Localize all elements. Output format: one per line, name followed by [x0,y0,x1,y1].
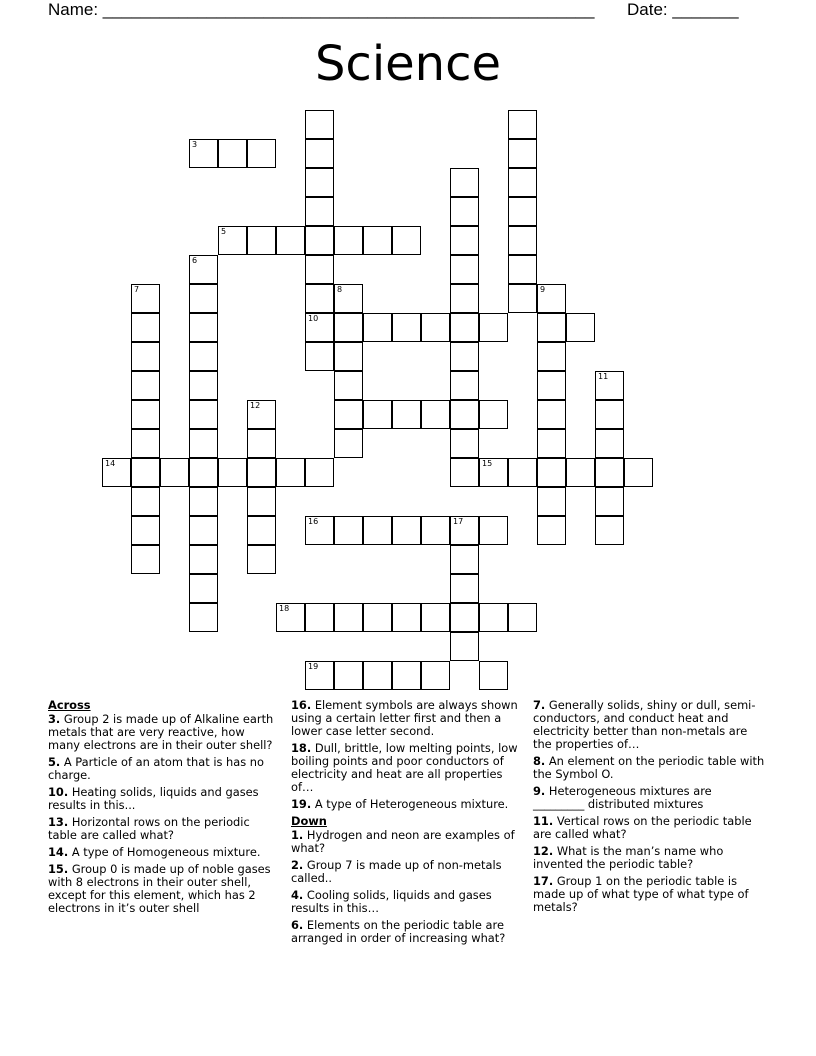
clue-down-8: 8. An element on the periodic table with the Symbol O. [533,754,765,781]
clue-number: 16 [308,517,319,526]
crossword-cell[interactable] [334,603,363,632]
crossword-cell[interactable] [247,516,276,545]
clue-across-15: 15. Group 0 is made up of noble gases with 8 electrons in their outer shell, except for this element, which has 2 electrons in it’s outer shell [48,862,271,915]
clue-across-18: 18. Dull, brittle, low melting points, low boiling points and poor conductors of electricity and heat are all properties of… [291,741,518,794]
crossword-cell[interactable] [334,313,363,342]
crossword-cell[interactable] [305,516,334,545]
clue-number: 5 [221,227,227,236]
crossword-cell[interactable] [450,226,479,255]
down-heading: Down [291,814,327,828]
crossword-cell[interactable] [537,284,566,313]
clue-down-2: 2. Group 7 is made up of non-metals called.. [291,858,502,885]
crossword-cell[interactable] [131,342,160,371]
clue-across-14: 14. A type of Homogeneous mixture. [48,845,261,859]
crossword-cell[interactable] [363,603,392,632]
clue-across-13: 13. Horizontal rows on the periodic table are called what? [48,815,250,842]
crossword-cell[interactable] [450,545,479,574]
crossword-cell[interactable] [276,458,305,487]
crossword-cell[interactable] [537,429,566,458]
crossword-cell[interactable] [247,400,276,429]
crossword-cell[interactable] [450,371,479,400]
crossword-cell[interactable] [450,168,479,197]
crossword-cell[interactable] [247,139,276,168]
crossword-cell[interactable] [305,168,334,197]
crossword-cell[interactable] [189,487,218,516]
clue-across-19: 19. A type of Heterogeneous mixture. [291,797,509,811]
crossword-cell[interactable] [131,400,160,429]
crossword-cell[interactable] [450,255,479,284]
crossword-cell[interactable] [479,516,508,545]
crossword-cell[interactable] [189,371,218,400]
crossword-cell[interactable] [131,429,160,458]
crossword-cell[interactable] [537,487,566,516]
crossword-cell[interactable] [334,342,363,371]
crossword-cell[interactable] [479,603,508,632]
crossword-cell[interactable] [131,516,160,545]
crossword-cell[interactable] [479,400,508,429]
crossword-cell[interactable] [218,226,247,255]
crossword-cell[interactable] [131,458,160,487]
crossword-cell[interactable] [363,661,392,690]
crossword-cell[interactable] [450,342,479,371]
crossword-cell[interactable] [305,458,334,487]
crossword-cell[interactable] [363,226,392,255]
crossword-cell[interactable] [102,458,131,487]
crossword-cell[interactable] [131,487,160,516]
clue-number: 10 [308,314,319,323]
crossword-cell[interactable] [247,487,276,516]
clue-number: 11 [598,372,609,381]
crossword-cell[interactable] [189,574,218,603]
crossword-cell[interactable] [305,603,334,632]
crossword-cell[interactable] [392,603,421,632]
crossword-cell[interactable] [595,516,624,545]
crossword-cell[interactable] [334,284,363,313]
clue-number: 8 [337,285,343,294]
crossword-cell[interactable] [334,371,363,400]
crossword-cell[interactable] [450,603,479,632]
date-line[interactable]: _______ [672,0,739,19]
crossword-cell[interactable] [189,545,218,574]
crossword-cell[interactable] [247,458,276,487]
crossword-cell[interactable] [566,458,595,487]
crossword-cell[interactable] [450,429,479,458]
crossword-cell[interactable] [508,603,537,632]
crossword-cell[interactable] [508,284,537,313]
crossword-cell[interactable] [305,110,334,139]
crossword-cell[interactable] [508,139,537,168]
crossword-cell[interactable] [305,342,334,371]
crossword-cell[interactable] [450,632,479,661]
crossword-cell[interactable] [479,313,508,342]
crossword-cell[interactable] [247,226,276,255]
name-line[interactable]: ____________________________________________________ [102,0,595,19]
crossword-cell[interactable] [479,661,508,690]
crossword-cell[interactable] [595,487,624,516]
crossword-cell[interactable] [392,516,421,545]
crossword-cell[interactable] [450,197,479,226]
crossword-cell[interactable] [595,458,624,487]
crossword-cell[interactable] [595,429,624,458]
clue-down-9: 9. Heterogeneous mixtures are _________ distributed mixtures [533,784,712,811]
crossword-cell[interactable] [305,313,334,342]
crossword-cell[interactable] [450,313,479,342]
crossword-cell[interactable] [189,458,218,487]
crossword-cell[interactable] [450,574,479,603]
crossword-cell[interactable] [189,400,218,429]
crossword-cell[interactable] [421,661,450,690]
crossword-cell[interactable] [305,255,334,284]
crossword-cell[interactable] [537,516,566,545]
crossword-cell[interactable] [305,226,334,255]
across-heading: Across [48,698,91,712]
clue-across-5: 5. A Particle of an atom that is has no charge. [48,755,264,782]
crossword-cell[interactable] [566,313,595,342]
crossword-cell[interactable] [305,139,334,168]
crossword-cell[interactable] [595,371,624,400]
clue-number: 18 [279,604,290,613]
crossword-cell[interactable] [189,603,218,632]
clue-across-3: 3. Group 2 is made up of Alkaline earth metals that are very reactive, how many electrons are in their outer shell? [48,712,274,752]
clues-column-2 [291,699,523,949]
crossword-cell[interactable] [305,284,334,313]
crossword-cell[interactable] [537,400,566,429]
crossword-cell[interactable] [479,458,508,487]
crossword-cell[interactable] [450,284,479,313]
clue-down-4: 4. Cooling solids, liquids and gases results in this… [291,888,492,915]
crossword-cell[interactable] [189,429,218,458]
clue-down-7: 7. Generally solids, shiny or dull, semi-conductors, and conduct heat and electricity better than non-metals are the properties of… [533,698,756,751]
date-label: Date: [627,0,673,19]
clue-down-1: 1. Hydrogen and neon are examples of what? [291,828,515,855]
crossword-cell[interactable] [131,371,160,400]
crossword-cell[interactable] [189,255,218,284]
crossword-cell[interactable] [247,429,276,458]
crossword-cell[interactable] [537,458,566,487]
crossword-cell[interactable] [189,313,218,342]
crossword-cell[interactable] [450,400,479,429]
crossword-cell[interactable] [508,168,537,197]
crossword-cell[interactable] [131,545,160,574]
crossword-cell[interactable] [537,313,566,342]
clue-across-16: 16. Element symbols are always shown using a certain letter first and then a lower case letter second. [291,698,518,738]
crossword-cell[interactable] [624,458,653,487]
clue-across-10: 10. Heating solids, liquids and gases results in this... [48,785,259,812]
clue-number: 7 [134,285,140,294]
crossword-cell[interactable] [131,313,160,342]
crossword-cell[interactable] [334,516,363,545]
crossword-cell[interactable] [392,400,421,429]
crossword-cell[interactable] [189,139,218,168]
crossword-cell[interactable] [305,661,334,690]
crossword-cell[interactable] [334,661,363,690]
crossword-cell[interactable] [421,400,450,429]
crossword-cell[interactable] [421,603,450,632]
crossword-cell[interactable] [508,255,537,284]
clue-number: 6 [192,256,198,265]
crossword-cell[interactable] [363,516,392,545]
clue-number: 19 [308,662,319,671]
clue-down-6: 6. Elements on the periodic table are arranged in order of increasing what? [291,918,506,945]
crossword-cell[interactable] [537,342,566,371]
crossword-cell[interactable] [189,284,218,313]
crossword-cell[interactable] [450,458,479,487]
crossword-cell[interactable] [189,516,218,545]
page-title: Science [314,36,502,92]
crossword-cell[interactable] [595,400,624,429]
crossword-cell[interactable] [421,313,450,342]
crossword-cell[interactable] [305,197,334,226]
crossword-cell[interactable] [392,226,421,255]
crossword-cell[interactable] [508,110,537,139]
name-label: Name: [48,0,103,19]
clue-number: 17 [453,517,464,526]
crossword-cell[interactable] [508,226,537,255]
crossword-cell[interactable] [363,400,392,429]
crossword-cell[interactable] [392,661,421,690]
crossword-cell[interactable] [508,197,537,226]
clues-column-3 [533,699,765,918]
crossword-cell[interactable] [392,313,421,342]
clue-number: 9 [540,285,546,294]
crossword-cell[interactable] [334,429,363,458]
crossword-cell[interactable] [218,458,247,487]
clue-number: 3 [192,140,198,149]
crossword-cell[interactable] [218,139,247,168]
crossword-cell[interactable] [363,313,392,342]
clue-down-11: 11. Vertical rows on the periodic table are called what? [533,814,752,841]
clue-down-12: 12. What is the man’s name who invented the periodic table? [533,844,724,871]
crossword-cell[interactable] [276,226,305,255]
crossword-cell[interactable] [334,400,363,429]
crossword-cell[interactable] [276,603,305,632]
clue-number: 15 [482,459,493,468]
crossword-cell[interactable] [160,458,189,487]
crossword-cell[interactable] [450,516,479,545]
clue-down-17: 17. Group 1 on the periodic table is made up of what type of what type of metals? [533,874,749,914]
crossword-cell[interactable] [247,545,276,574]
crossword-cell[interactable] [131,284,160,313]
crossword-cell[interactable] [508,458,537,487]
crossword-cell[interactable] [189,342,218,371]
clues-column-1 [48,699,280,919]
clue-number: 14 [105,459,116,468]
clue-number: 12 [250,401,261,410]
crossword-cell[interactable] [421,516,450,545]
crossword-cell[interactable] [537,371,566,400]
crossword-cell[interactable] [334,226,363,255]
